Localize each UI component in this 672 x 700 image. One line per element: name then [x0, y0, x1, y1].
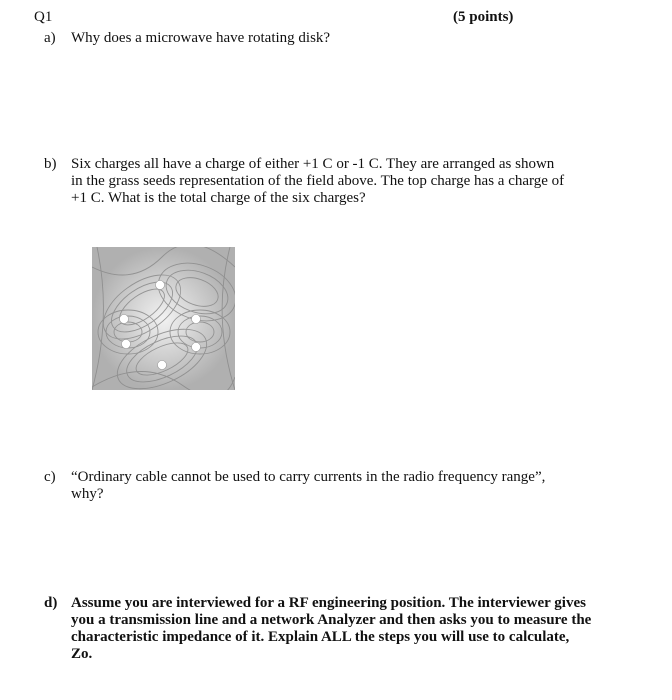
field-lines-drawing: [92, 247, 235, 390]
part-c-line: “Ordinary cable cannot be used to carry currents in the radio frequency range”,: [71, 469, 546, 485]
part-a-letter: a): [44, 30, 56, 46]
part-d-letter: d): [44, 595, 58, 611]
charge-right-lower: [192, 343, 201, 352]
charge-left-lower: [122, 340, 131, 349]
part-d: [44, 595, 604, 663]
part-d-line: characteristic impedance of it. Explain ALL the steps you will use to calculate,: [71, 629, 570, 645]
part-d-text: [71, 595, 604, 663]
question-label: Q1: [34, 9, 53, 25]
part-d-line: Assume you are interviewed for a RF engineering position. The interviewer gives: [71, 595, 586, 611]
part-c-line: why?: [71, 486, 104, 502]
part-c-letter: c): [44, 469, 56, 485]
grass-seed-field-image: [92, 247, 235, 390]
charge-left-upper: [120, 315, 129, 324]
part-b: [44, 156, 604, 207]
part-b-line: Six charges all have a charge of either +1 C or -1 C. They are arranged as shown: [71, 156, 555, 172]
part-d-line: you a transmission line and a network Analyzer and then asks you to measure the: [71, 612, 592, 628]
part-b-letter: b): [44, 156, 57, 172]
part-c: [44, 469, 604, 503]
charge-bottom: [158, 361, 167, 370]
part-a-text: Why does a microwave have rotating disk?: [71, 30, 331, 46]
points-label: (5 points): [453, 9, 514, 25]
part-b-text: [71, 156, 604, 207]
charge-top: [156, 281, 165, 290]
part-d-line: Zo.: [71, 646, 93, 662]
part-c-text: [71, 469, 604, 503]
charge-right-upper: [192, 315, 201, 324]
part-b-line: +1 C. What is the total charge of the six charges?: [71, 190, 366, 206]
part-a: [44, 30, 604, 47]
part-b-line: in the grass seeds representation of the field above. The top charge has a charge of: [71, 173, 565, 189]
